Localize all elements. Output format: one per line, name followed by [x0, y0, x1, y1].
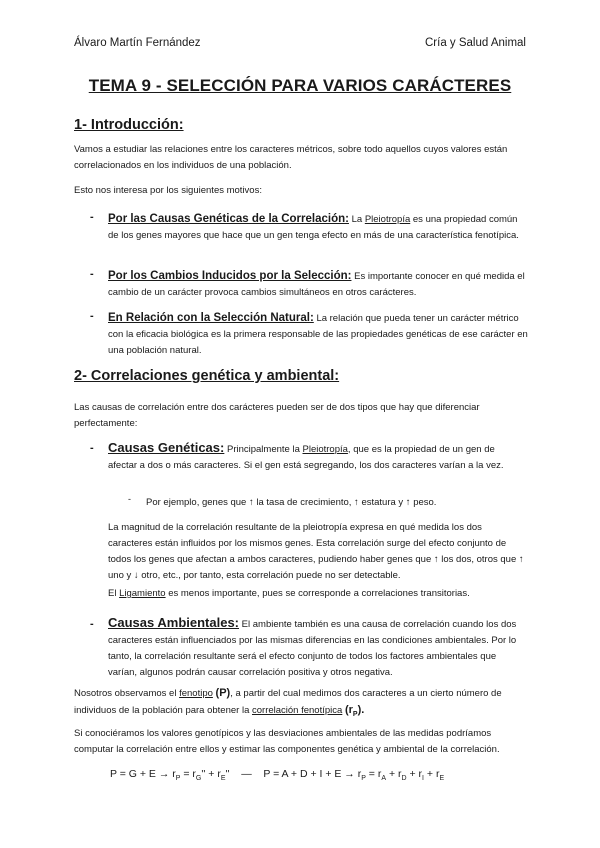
environmental-causes-item: Causas Ambientales: El ambiente también es una causa de correlación cuando los dos caracteres están influenciados por las mismas diferencias en las condiciones ambientales. Por lo tanto, la correlación resultante será el efecto conjunto de todos los factores ambientales que varían, algunos podrán causar correlación positiva y otros negativa.	[108, 615, 517, 678]
section1-heading: 1- Introducción:	[74, 117, 184, 133]
example-item: Por ejemplo, genes que ↑ la tasa de crecimiento, ↑ estatura y ↑ peso.	[146, 497, 437, 508]
page-title: TEMA 9 - SELECCIÓN PARA VARIOS CARÁCTERES	[88, 76, 512, 95]
section2-heading: 2- Correlaciones genética y ambiental:	[74, 368, 340, 384]
intro-paragraph: Vamos a estudiar las relaciones entre los caracteres métricos, sobre todo aquellos cuyos valores están correlacionados en los individuos de una población.	[74, 144, 508, 171]
phenotype-paragraph: Nosotros observamos el fenotipo (P), a partir del cual medimos dos caracteres a un cierto número de individuos de la población para obtener la correlación fenotípica $(r_P)$.	[74, 687, 502, 718]
bullet-dash-icon: -	[90, 310, 94, 322]
header-author: Álvaro Martín Fernández	[74, 37, 201, 49]
motives-paragraph: Esto nos interesa por los siguientes motivos:	[74, 185, 262, 196]
header-subject: Cría y Salud Animal	[425, 37, 526, 49]
phenotypic-correlation-link: correlación fenotípica	[252, 705, 343, 716]
linkage-paragraph: El Ligamiento es menos importante, pues se corresponde a correlaciones transitorias.	[108, 588, 470, 599]
sub-bullet-dash-icon: -	[128, 494, 131, 504]
genetic-causes-item: Causas Genéticas: Principalmente la Pleiotropía, que es la propiedad de un gen de afectar a dos o más caracteres. Si el gen está segregando, los dos caracteres varían a la vez.	[108, 440, 504, 471]
phenotype-link: fenotipo	[179, 688, 213, 699]
pleiotropy-link: Pleiotropía	[364, 214, 411, 225]
bullet-dash-icon: -	[90, 211, 94, 223]
magnitude-paragraph: La magnitud de la correlación resultante de la pleiotropía expresa en qué medida los dos caracteres están influidos por los mismos genes. Esta correlación surge del efecto conjunto de todos los genes que afectan a ambos caracteres, pudiendo haber genes que ↑ los dos, otros que ↑ uno y ↓ otro, etc., por tanto, esta correlación puede no ser detectable.	[108, 522, 524, 581]
linkage-link: Ligamiento	[119, 588, 166, 599]
bullet-dash-icon: -	[90, 268, 94, 280]
bullet-selection-changes: Por los Cambios Inducidos por la Selección: Es importante conocer en qué medida el cambio de un carácter provoca cambios simultáneos en otros carácteres.	[108, 270, 525, 298]
pleiotropy-link: Pleiotropía	[302, 444, 348, 455]
genotypic-paragraph: Si conociéramos los valores genotípicos y las desviaciones ambientales de las medidas podríamos computar la correlación entre ellos y estimar las componentes genética y ambiental de la correlación.	[74, 728, 500, 755]
bullet-genetic-causes: Por las Causas Genéticas de la Correlación: La Pleiotropía es una propiedad común de los genes mayores que hace que un gen tenga efecto en más de una característica fenotípica.	[108, 213, 519, 241]
bullet-dash-icon: -	[90, 442, 94, 454]
bullet-dash-icon: -	[90, 618, 94, 630]
bullet-natural-selection: En Relación con la Selección Natural: La relación que pueda tener un carácter métrico con la eficacia biológica es la primera responsable de las propiedades genéticas de ese carácter en una población natural.	[108, 312, 528, 356]
correlation-formula: $P = G + E \to r_P = r_G'' + r_E''$ — $P = A + D + I + E \to r_P = r_A + r_D + r_I + r_E$	[110, 768, 445, 783]
causes-intro-paragraph: Las causas de correlación entre dos carácteres pueden ser de dos tipos que hay que diferenciar perfectamente:	[74, 402, 480, 429]
